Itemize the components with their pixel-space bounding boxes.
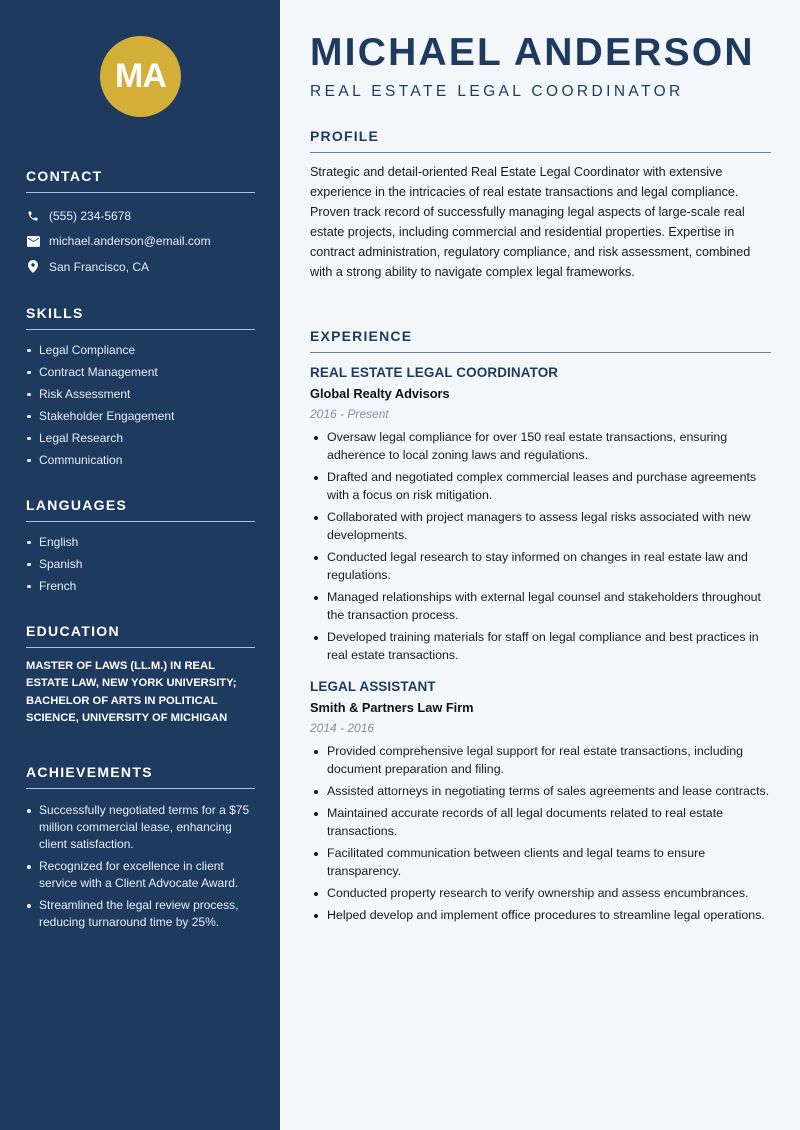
- profile-heading: PROFILE: [310, 128, 771, 153]
- job-entry: [310, 365, 771, 664]
- languages-section: [26, 497, 255, 597]
- phone-text: (555) 234-5678: [49, 208, 132, 223]
- experience-section: [310, 328, 771, 928]
- avatar: [100, 36, 181, 117]
- job-company: Global Realty Advisors: [310, 386, 450, 401]
- achievement-item: Successfully negotiated terms for a $75 million commercial lease, enhancing client satisfaction.: [26, 802, 255, 853]
- language-item: French: [26, 575, 255, 597]
- experience-heading: EXPERIENCE: [310, 328, 771, 353]
- job-bullet: Drafted and negotiated complex commercial leases and purchase agreements with a focus on risk mitigation.: [310, 468, 771, 504]
- languages-heading: LANGUAGES: [26, 497, 255, 522]
- job-bullet: Facilitated communication between clients and legal teams to ensure transparency.: [310, 844, 771, 880]
- job-bullets: [310, 742, 771, 924]
- education-section: [26, 623, 255, 727]
- job-bullet: Helped develop and implement office procedures to streamline legal operations.: [310, 906, 771, 924]
- language-item: English: [26, 531, 255, 553]
- skill-item: Stakeholder Engagement: [26, 405, 255, 427]
- candidate-role: REAL ESTATE LEGAL COORDINATOR: [310, 83, 684, 100]
- education-heading: EDUCATION: [26, 623, 255, 648]
- job-bullet: Conducted property research to verify ownership and assess encumbrances.: [310, 884, 771, 902]
- job-dates: 2014 - 2016: [310, 721, 375, 735]
- job-bullet: Collaborated with project managers to assess legal risks associated with new developments.: [310, 508, 771, 544]
- achievement-item: Recognized for excellence in client service with a Client Advocate Award.: [26, 858, 255, 892]
- job-bullet: Assisted attorneys in negotiating terms of sales agreements and lease contracts.: [310, 782, 771, 800]
- skills-section: [26, 305, 255, 471]
- candidate-name: MICHAEL ANDERSON: [310, 31, 755, 74]
- achievements-heading: ACHIEVEMENTS: [26, 764, 255, 789]
- job-entry: [310, 679, 771, 924]
- skill-item: Communication: [26, 449, 255, 471]
- education-text: MASTER OF LAWS (LL.M.) IN REAL ESTATE LAW, NEW YORK UNIVERSITY; BACHELOR OF ARTS IN POLITICAL SCIENCE, UNIVERSITY OF MICHIGAN: [26, 660, 237, 724]
- profile-text: Strategic and detail-oriented Real Estate Legal Coordinator with extensive experience in the intricacies of real estate transactions and legal compliance. Proven track record of successfully managing legal aspects of large-scale real estate projects, including commercial and residential properties. Expertise in contract administration, regulatory compliance, and risk assessment, combined with a strong ability to navigate complex legal frameworks.: [310, 165, 751, 279]
- job-bullet: Managed relationships with external legal counsel and stakeholders throughout the transaction process.: [310, 588, 771, 624]
- skill-item: Legal Compliance: [26, 339, 255, 361]
- skill-item: Legal Research: [26, 427, 255, 449]
- achievements-list: [26, 802, 255, 931]
- achievement-item: Streamlined the legal review process, reducing turnaround time by 25%.: [26, 897, 255, 931]
- languages-list: [26, 531, 255, 597]
- contact-list: [26, 203, 255, 280]
- contact-phone: [26, 203, 255, 229]
- achievements-section: [26, 764, 255, 936]
- skill-item: Contract Management: [26, 361, 255, 383]
- sidebar: [0, 0, 280, 1130]
- skill-item: Risk Assessment: [26, 383, 255, 405]
- skills-list: [26, 339, 255, 471]
- skills-heading: SKILLS: [26, 305, 255, 330]
- job-company: Smith & Partners Law Firm: [310, 700, 474, 715]
- job-dates: 2016 - Present: [310, 407, 389, 421]
- job-bullet: Oversaw legal compliance for over 150 real estate transactions, ensuring adherence to local zoning laws and regulations.: [310, 428, 771, 464]
- avatar-initials: MA: [115, 57, 166, 95]
- job-bullet: Conducted legal research to stay informed on changes in real estate law and regulations.: [310, 548, 771, 584]
- phone-icon: [26, 209, 40, 223]
- language-item: Spanish: [26, 553, 255, 575]
- job-title: LEGAL ASSISTANT: [310, 679, 436, 694]
- contact-location: [26, 254, 255, 280]
- profile-section: [310, 128, 771, 282]
- email-icon: [26, 234, 40, 248]
- contact-section: [26, 168, 255, 280]
- job-bullet: Maintained accurate records of all legal documents related to real estate transactions.: [310, 804, 771, 840]
- email-text: michael.anderson@email.com: [49, 234, 211, 249]
- contact-email: [26, 229, 255, 255]
- contact-heading: CONTACT: [26, 168, 255, 193]
- job-bullet: Provided comprehensive legal support for real estate transactions, including document preparation and filing.: [310, 742, 771, 778]
- job-bullet: Developed training materials for staff on legal compliance and best practices in real estate transactions.: [310, 628, 771, 664]
- location-text: San Francisco, CA: [49, 259, 150, 274]
- location-pin-icon: [26, 260, 40, 274]
- job-bullets: [310, 428, 771, 664]
- job-title: REAL ESTATE LEGAL COORDINATOR: [310, 365, 559, 380]
